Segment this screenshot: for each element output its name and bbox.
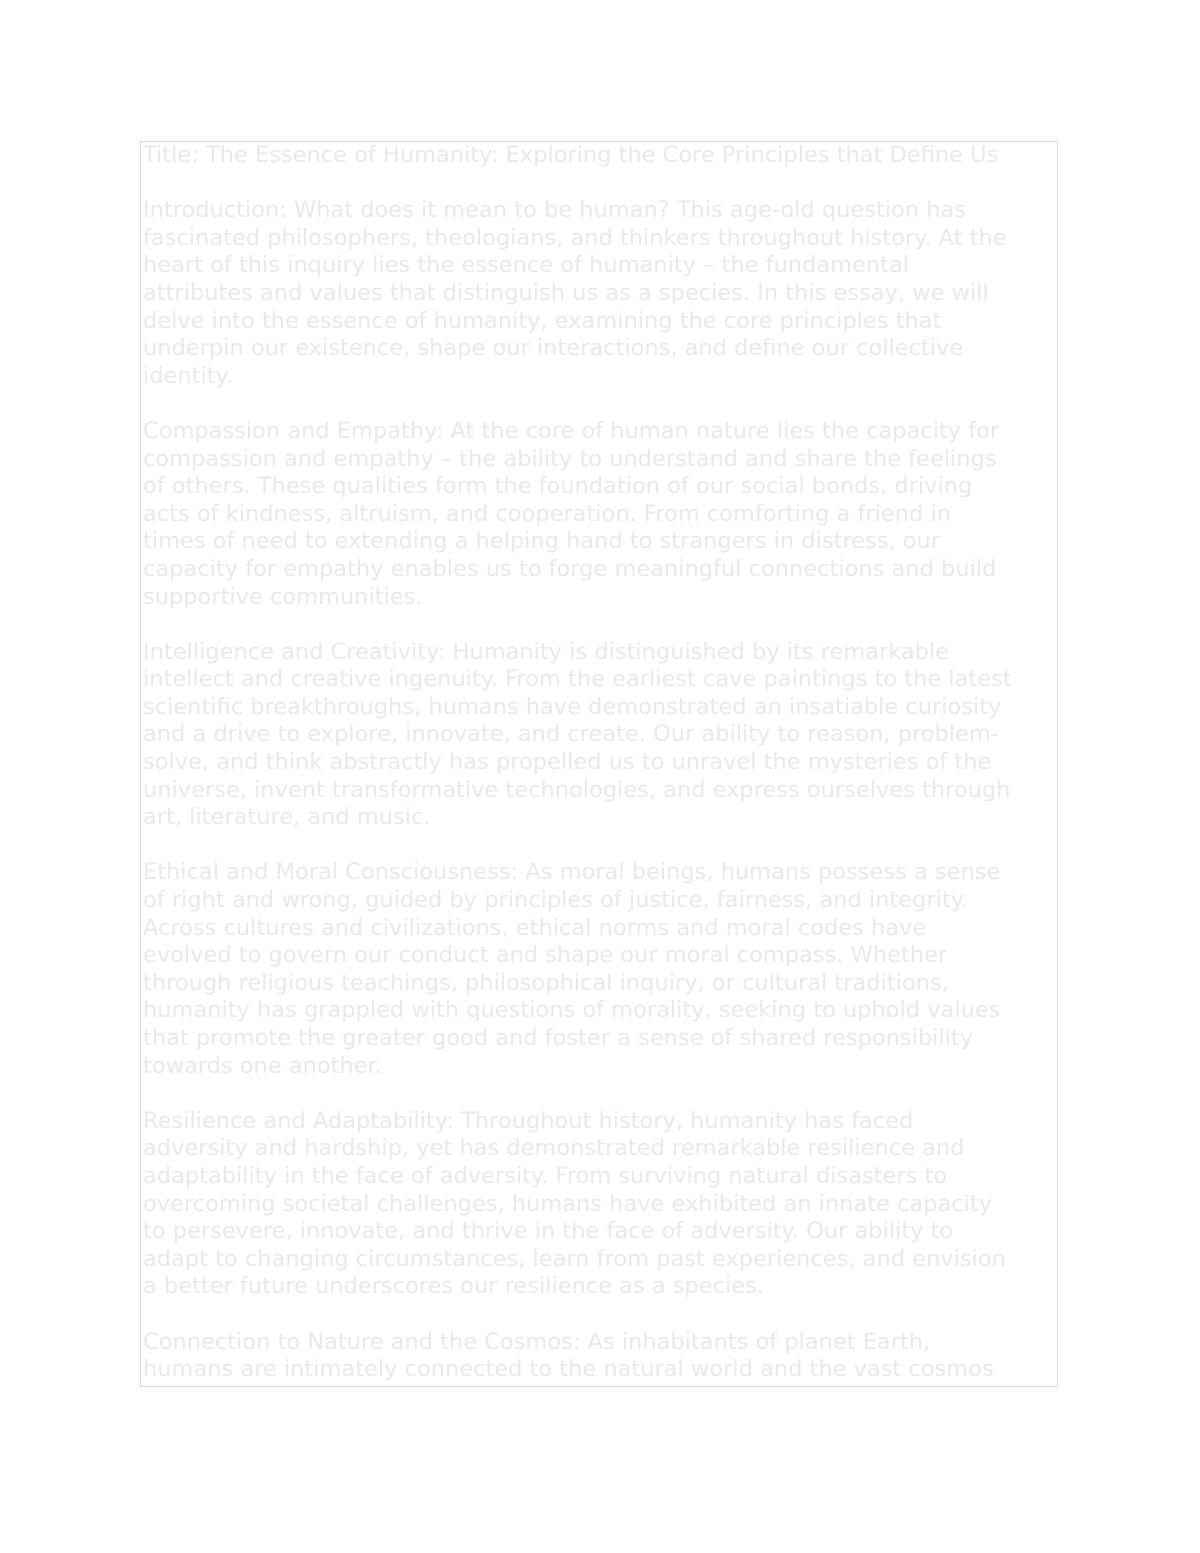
text-line: and a drive to explore, innovate, and create. Our ability to reason, problem- — [143, 721, 999, 748]
text-line: a better future underscores our resilience as a species. — [143, 1273, 764, 1300]
text-line: delve into the essence of humanity, examining the core principles that — [143, 307, 942, 334]
text-line: attributes and values that distinguish us as a species. In this essay, we will — [143, 279, 989, 306]
text-line: compassion and empathy – the ability to understand and share the feelings — [143, 445, 997, 472]
blank-line — [143, 611, 1057, 639]
blank-line — [143, 1301, 1057, 1329]
text-line: supportive communities. — [143, 583, 423, 610]
text-line: identity. — [143, 362, 233, 389]
text-line: adversity and hardship, yet has demonstrated remarkable resilience and — [143, 1135, 965, 1162]
text-line: of right and wrong, guided by principles of justice, fairness, and integrity. — [143, 887, 968, 914]
text-line: Introduction: What does it mean to be human? This age-old question has — [143, 197, 966, 224]
text-line: solve, and think abstractly has propelled us to unravel the mysteries of the — [143, 749, 992, 776]
text-line: Compassion and Empathy: At the core of human nature lies the capacity for — [143, 417, 1000, 444]
text-line: through religious teachings, philosophical inquiry, or cultural traditions, — [143, 969, 949, 996]
text-line: that promote the greater good and foster a sense of shared responsibility — [143, 1025, 974, 1051]
text-line: heart of this inquiry lies the essence of humanity – the fundamental — [143, 252, 909, 279]
text-line: capacity for empathy enables us to forge meaningful connections and build — [143, 555, 997, 582]
text-line: Resilience and Adaptability: Throughout history, humanity has faced — [143, 1107, 914, 1134]
text-line: adapt to changing circumstances, learn from past experiences, and envision — [143, 1245, 1006, 1272]
text-line: Intelligence and Creativity: Humanity is distinguished by its remarkable — [143, 638, 950, 665]
text-line: times of need to extending a helping hand to strangers in distress, our — [143, 528, 941, 555]
text-line: universe, invent transformative technologies, and express ourselves through — [143, 776, 1011, 803]
blank-line — [143, 170, 1057, 198]
blank-line — [143, 1080, 1057, 1108]
text-line: fascinated philosophers, theologians, and thinkers throughout history. At the — [143, 224, 1007, 251]
text-line: acts of kindness, altruism, and cooperation. From comforting a friend in — [143, 500, 951, 527]
text-frame — [140, 141, 1058, 1387]
text-line: Ethical and Moral Consciousness: As moral beings, humans possess a sense — [143, 859, 1001, 886]
text-line: intellect and creative ingenuity. From the earliest cave paintings to the latest — [143, 666, 1012, 693]
text-line: of others. These qualities form the foundation of our social bonds, driving — [143, 473, 973, 500]
text-line: adaptability in the face of adversity. From surviving natural disasters to — [143, 1162, 948, 1189]
blank-line — [143, 390, 1057, 418]
text-line: humans are intimately connected to the natural world and the vast cosmos — [143, 1356, 994, 1383]
text-line: towards one another. — [143, 1052, 382, 1079]
text-line: underpin our existence, shape our interactions, and define our collective — [143, 335, 964, 362]
text-line: overcoming societal challenges, humans have exhibited an innate capacity — [143, 1190, 993, 1217]
text-line: Across cultures and civilizations, ethical norms and moral codes have — [143, 914, 927, 941]
document-text — [141, 142, 1057, 1384]
text-line: Connection to Nature and the Cosmos: As inhabitants of planet Earth, — [143, 1328, 931, 1355]
text-line: scientific breakthroughs, humans have demonstrated an insatiable curiosity — [143, 693, 1002, 720]
blank-line — [143, 832, 1057, 860]
text-line: humanity has grappled with questions of morality, seeking to uphold values — [143, 997, 1001, 1024]
text-line: art, literature, and music. — [143, 804, 431, 831]
text-line: evolved to govern our conduct and shape our moral compass. Whether — [143, 942, 948, 969]
text-line: Title: The Essence of Humanity: Exploring the Core Principles that Define Us — [143, 142, 999, 168]
text-line: to persevere, innovate, and thrive in the face of adversity. Our ability to — [143, 1218, 954, 1245]
